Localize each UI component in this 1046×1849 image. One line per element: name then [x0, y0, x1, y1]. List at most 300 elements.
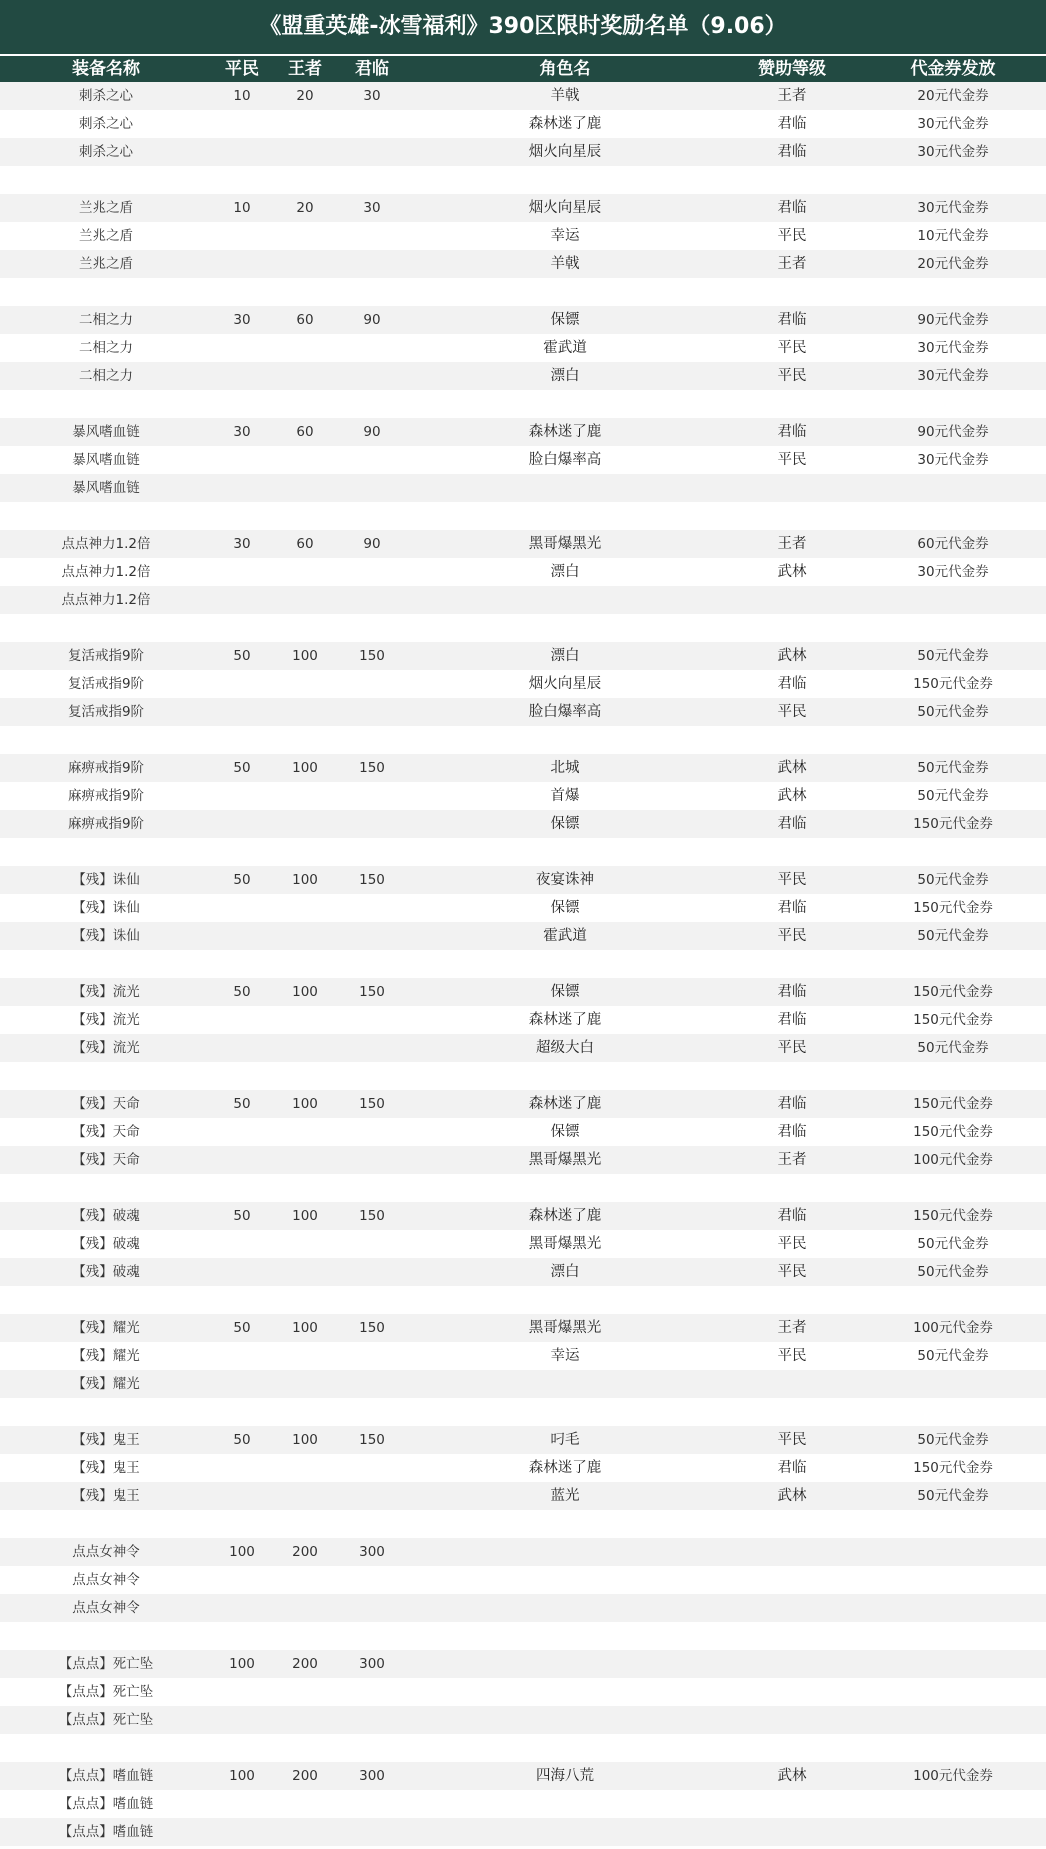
table-row	[0, 1650, 1046, 1678]
table-row	[0, 1258, 1046, 1286]
table-row	[0, 642, 1046, 670]
pingmin-value-cell	[212, 334, 272, 362]
junlin-value-cell	[338, 1454, 406, 1482]
voucher-cell	[860, 474, 1046, 502]
table-row	[0, 1482, 1046, 1510]
junlin-value-cell	[338, 334, 406, 362]
equipment-name-cell: 【残】破魂	[72, 1264, 140, 1280]
junlin-value-cell	[338, 670, 406, 698]
sponsor-level-cell: 君临	[777, 676, 807, 692]
voucher-cell: 90元代金券	[917, 424, 989, 440]
voucher-cell: 150元代金券	[913, 816, 993, 832]
pingmin-value-cell	[212, 894, 272, 922]
voucher-cell: 60元代金券	[917, 536, 989, 552]
junlin-value-cell	[338, 894, 406, 922]
role-name-cell: 漂白	[550, 1264, 580, 1280]
group-spacer	[0, 390, 1046, 418]
role-name-cell	[406, 586, 724, 614]
table-row	[0, 894, 1046, 922]
junlin-value-cell: 90	[363, 312, 381, 328]
pingmin-value-cell	[212, 250, 272, 278]
equipment-name-cell: 【残】诛仙	[72, 900, 140, 916]
role-name-cell: 幸运	[550, 1348, 580, 1364]
role-name-cell: 超级大白	[536, 1040, 594, 1056]
table-row	[0, 1230, 1046, 1258]
voucher-cell: 150元代金券	[913, 676, 993, 692]
equipment-name-cell: 【残】鬼王	[72, 1460, 140, 1476]
role-name-cell: 四海八荒	[536, 1768, 594, 1784]
pingmin-value-cell	[212, 1706, 272, 1734]
table-row	[0, 1090, 1046, 1118]
junlin-value-cell: 300	[359, 1656, 385, 1672]
pingmin-value-cell	[212, 1454, 272, 1482]
equipment-name-cell: 二相之力	[79, 312, 133, 328]
table-row	[0, 1762, 1046, 1790]
junlin-value-cell: 300	[359, 1544, 385, 1560]
role-name-cell: 保镖	[550, 1124, 580, 1140]
voucher-cell	[860, 1370, 1046, 1398]
role-name-cell: 森林迷了鹿	[528, 424, 602, 440]
equipment-name-cell: 麻痹戒指9阶	[67, 760, 145, 776]
role-name-cell: 首爆	[550, 788, 580, 804]
equipment-name-cell: 【点点】死亡坠	[58, 1712, 154, 1728]
group-spacer	[0, 502, 1046, 530]
junlin-value-cell	[338, 362, 406, 390]
role-name-cell	[406, 1594, 724, 1622]
junlin-value-cell	[338, 1230, 406, 1258]
wangzhe-value-cell	[272, 894, 338, 922]
sponsor-level-cell: 君临	[777, 900, 807, 916]
voucher-cell: 50元代金券	[917, 648, 989, 664]
wangzhe-value-cell	[272, 1146, 338, 1174]
pingmin-value-cell: 100	[229, 1544, 255, 1560]
junlin-value-cell	[338, 586, 406, 614]
equipment-name-cell: 【残】流光	[72, 984, 140, 1000]
pingmin-value-cell	[212, 1118, 272, 1146]
equipment-name-cell: 【点点】嗜血链	[58, 1768, 154, 1784]
pingmin-value-cell	[212, 1034, 272, 1062]
voucher-cell	[860, 1818, 1046, 1846]
table-row	[0, 334, 1046, 362]
table-row	[0, 670, 1046, 698]
voucher-cell: 30元代金券	[917, 200, 989, 216]
table-row	[0, 1706, 1046, 1734]
wangzhe-value-cell: 200	[292, 1768, 318, 1784]
pingmin-value-cell: 100	[229, 1656, 255, 1672]
role-name-cell: 脸白爆率高	[528, 704, 602, 720]
role-name-cell	[406, 1370, 724, 1398]
equipment-name-cell: 刺杀之心	[79, 88, 133, 104]
voucher-cell: 30元代金券	[917, 116, 989, 132]
wangzhe-value-cell	[272, 446, 338, 474]
header-junlin: 君临	[355, 59, 389, 79]
sponsor-level-cell: 君临	[777, 984, 807, 1000]
voucher-cell	[860, 1594, 1046, 1622]
role-name-cell: 保镖	[550, 900, 580, 916]
equipment-name-cell: 【点点】嗜血链	[58, 1824, 154, 1840]
wangzhe-value-cell	[272, 698, 338, 726]
voucher-cell: 20元代金券	[917, 256, 989, 272]
equipment-name-cell: 复活戒指9阶	[67, 648, 145, 664]
table-row	[0, 922, 1046, 950]
group-spacer	[0, 1734, 1046, 1762]
pingmin-value-cell	[212, 362, 272, 390]
pingmin-value-cell: 50	[233, 1208, 251, 1224]
equipment-name-cell: 刺杀之心	[79, 144, 133, 160]
pingmin-value-cell: 30	[233, 536, 251, 552]
voucher-cell: 100元代金券	[913, 1152, 993, 1168]
voucher-cell: 30元代金券	[917, 452, 989, 468]
voucher-cell: 50元代金券	[917, 1488, 989, 1504]
header-wangzhe: 王者	[288, 59, 322, 79]
table-row	[0, 1146, 1046, 1174]
equipment-name-cell: 【残】天命	[72, 1124, 140, 1140]
equipment-name-cell: 二相之力	[79, 368, 133, 384]
wangzhe-value-cell	[272, 922, 338, 950]
equipment-name-cell: 复活戒指9阶	[67, 676, 145, 692]
page-title: 《盟重英雄-冰雪福利》390区限时奖励名单（9.06）	[0, 0, 1046, 56]
sponsor-level-cell: 君临	[777, 424, 807, 440]
voucher-cell	[860, 1566, 1046, 1594]
table-row	[0, 754, 1046, 782]
role-name-cell: 北城	[550, 760, 580, 776]
sponsor-level-cell: 平民	[777, 1236, 807, 1252]
voucher-cell: 30元代金券	[917, 144, 989, 160]
wangzhe-value-cell: 200	[292, 1544, 318, 1560]
wangzhe-value-cell: 100	[292, 648, 318, 664]
equipment-name-cell: 复活戒指9阶	[67, 704, 145, 720]
group-spacer	[0, 1062, 1046, 1090]
table-row	[0, 1006, 1046, 1034]
voucher-cell: 50元代金券	[917, 1432, 989, 1448]
wangzhe-value-cell: 60	[296, 424, 314, 440]
junlin-value-cell	[338, 1034, 406, 1062]
junlin-value-cell	[338, 698, 406, 726]
junlin-value-cell	[338, 810, 406, 838]
junlin-value-cell	[338, 138, 406, 166]
role-name-cell: 漂白	[550, 648, 580, 664]
sponsor-level-cell: 君临	[777, 1460, 807, 1476]
role-name-cell: 夜宴诛神	[536, 872, 594, 888]
table-row	[0, 1426, 1046, 1454]
voucher-cell: 50元代金券	[917, 704, 989, 720]
voucher-cell	[860, 1790, 1046, 1818]
wangzhe-value-cell	[272, 1370, 338, 1398]
wangzhe-value-cell	[272, 222, 338, 250]
wangzhe-value-cell: 100	[292, 1320, 318, 1336]
wangzhe-value-cell	[272, 558, 338, 586]
role-name-cell: 黑哥爆黑光	[528, 1152, 602, 1168]
table-row	[0, 250, 1046, 278]
equipment-name-cell: 【残】天命	[72, 1152, 140, 1168]
role-name-cell: 保镖	[550, 312, 580, 328]
equipment-name-cell: 暴风嗜血链	[72, 424, 140, 440]
sponsor-level-cell	[724, 1706, 860, 1734]
pingmin-value-cell	[212, 1258, 272, 1286]
group-spacer	[0, 950, 1046, 978]
wangzhe-value-cell: 100	[292, 1432, 318, 1448]
pingmin-value-cell	[212, 1790, 272, 1818]
role-name-cell: 烟火向星辰	[528, 676, 602, 692]
sponsor-level-cell	[724, 1818, 860, 1846]
sponsor-level-cell: 平民	[777, 1432, 807, 1448]
wangzhe-value-cell	[272, 1258, 338, 1286]
group-spacer	[0, 1286, 1046, 1314]
voucher-cell: 50元代金券	[917, 788, 989, 804]
sponsor-level-cell: 武林	[777, 1768, 807, 1784]
junlin-value-cell	[338, 1566, 406, 1594]
pingmin-value-cell	[212, 1678, 272, 1706]
voucher-cell: 50元代金券	[917, 1236, 989, 1252]
equipment-name-cell: 暴风嗜血链	[72, 452, 140, 468]
pingmin-value-cell	[212, 1006, 272, 1034]
junlin-value-cell	[338, 222, 406, 250]
voucher-cell: 150元代金券	[913, 1124, 993, 1140]
role-name-cell	[406, 1538, 724, 1566]
sponsor-level-cell: 王者	[777, 88, 807, 104]
pingmin-value-cell	[212, 138, 272, 166]
sponsor-level-cell: 平民	[777, 1040, 807, 1056]
sponsor-level-cell: 武林	[777, 788, 807, 804]
wangzhe-value-cell	[272, 1790, 338, 1818]
role-name-cell: 叼毛	[550, 1432, 580, 1448]
pingmin-value-cell	[212, 446, 272, 474]
voucher-cell: 30元代金券	[917, 564, 989, 580]
junlin-value-cell: 150	[359, 872, 385, 888]
equipment-name-cell: 点点女神令	[72, 1600, 140, 1616]
pingmin-value-cell	[212, 698, 272, 726]
junlin-value-cell: 150	[359, 1432, 385, 1448]
pingmin-value-cell	[212, 810, 272, 838]
junlin-value-cell: 90	[363, 536, 381, 552]
wangzhe-value-cell	[272, 1118, 338, 1146]
junlin-value-cell	[338, 250, 406, 278]
equipment-name-cell: 【残】流光	[72, 1012, 140, 1028]
table-row	[0, 110, 1046, 138]
role-name-cell	[406, 1650, 724, 1678]
voucher-cell: 50元代金券	[917, 872, 989, 888]
sponsor-level-cell	[724, 474, 860, 502]
role-name-cell	[406, 474, 724, 502]
table-row	[0, 306, 1046, 334]
wangzhe-value-cell	[272, 1342, 338, 1370]
role-name-cell: 黑哥爆黑光	[528, 536, 602, 552]
sponsor-level-cell: 平民	[777, 228, 807, 244]
role-name-cell: 羊戟	[550, 88, 580, 104]
role-name-cell: 漂白	[550, 564, 580, 580]
pingmin-value-cell	[212, 1818, 272, 1846]
pingmin-value-cell: 10	[233, 88, 251, 104]
junlin-value-cell	[338, 782, 406, 810]
wangzhe-value-cell	[272, 110, 338, 138]
equipment-name-cell: 【残】诛仙	[72, 872, 140, 888]
equipment-name-cell: 【残】破魂	[72, 1208, 140, 1224]
header-pingmin: 平民	[225, 59, 259, 79]
wangzhe-value-cell: 100	[292, 984, 318, 1000]
wangzhe-value-cell	[272, 1566, 338, 1594]
table-row	[0, 1314, 1046, 1342]
role-name-cell: 保镖	[550, 816, 580, 832]
voucher-cell	[860, 586, 1046, 614]
wangzhe-value-cell: 200	[292, 1656, 318, 1672]
wangzhe-value-cell	[272, 810, 338, 838]
junlin-value-cell	[338, 1118, 406, 1146]
role-name-cell: 森林迷了鹿	[528, 1460, 602, 1476]
sponsor-level-cell: 武林	[777, 760, 807, 776]
table-row	[0, 810, 1046, 838]
voucher-cell: 10元代金券	[917, 228, 989, 244]
role-name-cell: 羊戟	[550, 256, 580, 272]
table-row	[0, 1594, 1046, 1622]
table-row	[0, 1818, 1046, 1846]
table-row	[0, 558, 1046, 586]
wangzhe-value-cell	[272, 1454, 338, 1482]
sponsor-level-cell: 君临	[777, 200, 807, 216]
role-name-cell: 幸运	[550, 228, 580, 244]
junlin-value-cell	[338, 1370, 406, 1398]
table-row	[0, 698, 1046, 726]
group-spacer	[0, 1398, 1046, 1426]
voucher-cell: 30元代金券	[917, 368, 989, 384]
wangzhe-value-cell	[272, 1034, 338, 1062]
junlin-value-cell: 150	[359, 648, 385, 664]
wangzhe-value-cell	[272, 1594, 338, 1622]
pingmin-value-cell	[212, 1482, 272, 1510]
table-header	[0, 56, 1046, 82]
group-spacer	[0, 166, 1046, 194]
voucher-cell	[860, 1538, 1046, 1566]
table-row	[0, 530, 1046, 558]
table-row	[0, 1118, 1046, 1146]
voucher-cell: 150元代金券	[913, 1096, 993, 1112]
voucher-cell: 150元代金券	[913, 1460, 993, 1476]
equipment-name-cell: 点点女神令	[72, 1544, 140, 1560]
pingmin-value-cell: 50	[233, 760, 251, 776]
sponsor-level-cell: 平民	[777, 928, 807, 944]
table-row	[0, 82, 1046, 110]
wangzhe-value-cell: 20	[296, 88, 314, 104]
pingmin-value-cell: 10	[233, 200, 251, 216]
sponsor-level-cell	[724, 586, 860, 614]
header-role: 角色名	[539, 59, 591, 79]
sponsor-level-cell: 君临	[777, 312, 807, 328]
table-row	[0, 1370, 1046, 1398]
sponsor-level-cell	[724, 1566, 860, 1594]
equipment-name-cell: 【残】耀光	[72, 1320, 140, 1336]
voucher-cell: 150元代金券	[913, 1012, 993, 1028]
sponsor-level-cell	[724, 1790, 860, 1818]
role-name-cell: 森林迷了鹿	[528, 116, 602, 132]
role-name-cell: 森林迷了鹿	[528, 1096, 602, 1112]
sponsor-level-cell	[724, 1594, 860, 1622]
pingmin-value-cell	[212, 1146, 272, 1174]
pingmin-value-cell	[212, 782, 272, 810]
pingmin-value-cell: 30	[233, 424, 251, 440]
pingmin-value-cell	[212, 670, 272, 698]
equipment-name-cell: 【残】耀光	[72, 1348, 140, 1364]
junlin-value-cell: 150	[359, 984, 385, 1000]
voucher-cell: 50元代金券	[917, 1040, 989, 1056]
junlin-value-cell: 300	[359, 1768, 385, 1784]
sponsor-level-cell: 君临	[777, 1012, 807, 1028]
junlin-value-cell	[338, 1482, 406, 1510]
group-spacer	[0, 1622, 1046, 1650]
voucher-cell: 100元代金券	[913, 1768, 993, 1784]
role-name-cell: 森林迷了鹿	[528, 1208, 602, 1224]
wangzhe-value-cell: 20	[296, 200, 314, 216]
junlin-value-cell	[338, 1258, 406, 1286]
group-spacer	[0, 1510, 1046, 1538]
wangzhe-value-cell	[272, 138, 338, 166]
sponsor-level-cell	[724, 1538, 860, 1566]
equipment-name-cell: 【残】耀光	[72, 1376, 140, 1392]
equipment-name-cell: 【残】鬼王	[72, 1432, 140, 1448]
group-spacer	[0, 838, 1046, 866]
equipment-name-cell: 刺杀之心	[79, 116, 133, 132]
voucher-cell: 150元代金券	[913, 984, 993, 1000]
equipment-name-cell: 麻痹戒指9阶	[67, 816, 145, 832]
pingmin-value-cell	[212, 110, 272, 138]
role-name-cell: 蓝光	[550, 1488, 580, 1504]
table-row	[0, 1538, 1046, 1566]
sponsor-level-cell	[724, 1370, 860, 1398]
junlin-value-cell	[338, 110, 406, 138]
table-row	[0, 1202, 1046, 1230]
voucher-cell: 90元代金券	[917, 312, 989, 328]
sponsor-level-cell	[724, 1678, 860, 1706]
wangzhe-value-cell	[272, 334, 338, 362]
wangzhe-value-cell	[272, 1818, 338, 1846]
wangzhe-value-cell: 100	[292, 760, 318, 776]
junlin-value-cell	[338, 922, 406, 950]
role-name-cell: 脸白爆率高	[528, 452, 602, 468]
role-name-cell: 霍武道	[543, 340, 587, 356]
wangzhe-value-cell	[272, 1678, 338, 1706]
wangzhe-value-cell	[272, 1006, 338, 1034]
sponsor-level-cell: 武林	[777, 648, 807, 664]
junlin-value-cell	[338, 1678, 406, 1706]
role-name-cell: 烟火向星辰	[528, 200, 602, 216]
pingmin-value-cell	[212, 1594, 272, 1622]
pingmin-value-cell	[212, 1370, 272, 1398]
junlin-value-cell	[338, 1818, 406, 1846]
table-row	[0, 362, 1046, 390]
voucher-cell	[860, 1678, 1046, 1706]
pingmin-value-cell: 50	[233, 1096, 251, 1112]
sponsor-level-cell: 君临	[777, 1124, 807, 1140]
sponsor-level-cell: 君临	[777, 816, 807, 832]
equipment-name-cell: 【点点】死亡坠	[58, 1656, 154, 1672]
junlin-value-cell: 150	[359, 1208, 385, 1224]
table-row	[0, 866, 1046, 894]
role-name-cell	[406, 1678, 724, 1706]
voucher-cell	[860, 1650, 1046, 1678]
junlin-value-cell	[338, 1006, 406, 1034]
sponsor-level-cell: 王者	[777, 256, 807, 272]
sponsor-level-cell: 平民	[777, 1264, 807, 1280]
junlin-value-cell	[338, 1706, 406, 1734]
sponsor-level-cell: 平民	[777, 340, 807, 356]
wangzhe-value-cell	[272, 1706, 338, 1734]
voucher-cell: 100元代金券	[913, 1320, 993, 1336]
voucher-cell: 50元代金券	[917, 1264, 989, 1280]
sponsor-level-cell: 平民	[777, 368, 807, 384]
sponsor-level-cell: 平民	[777, 1348, 807, 1364]
junlin-value-cell	[338, 474, 406, 502]
table-row	[0, 138, 1046, 166]
sponsor-level-cell: 平民	[777, 452, 807, 468]
equipment-name-cell: 二相之力	[79, 340, 133, 356]
